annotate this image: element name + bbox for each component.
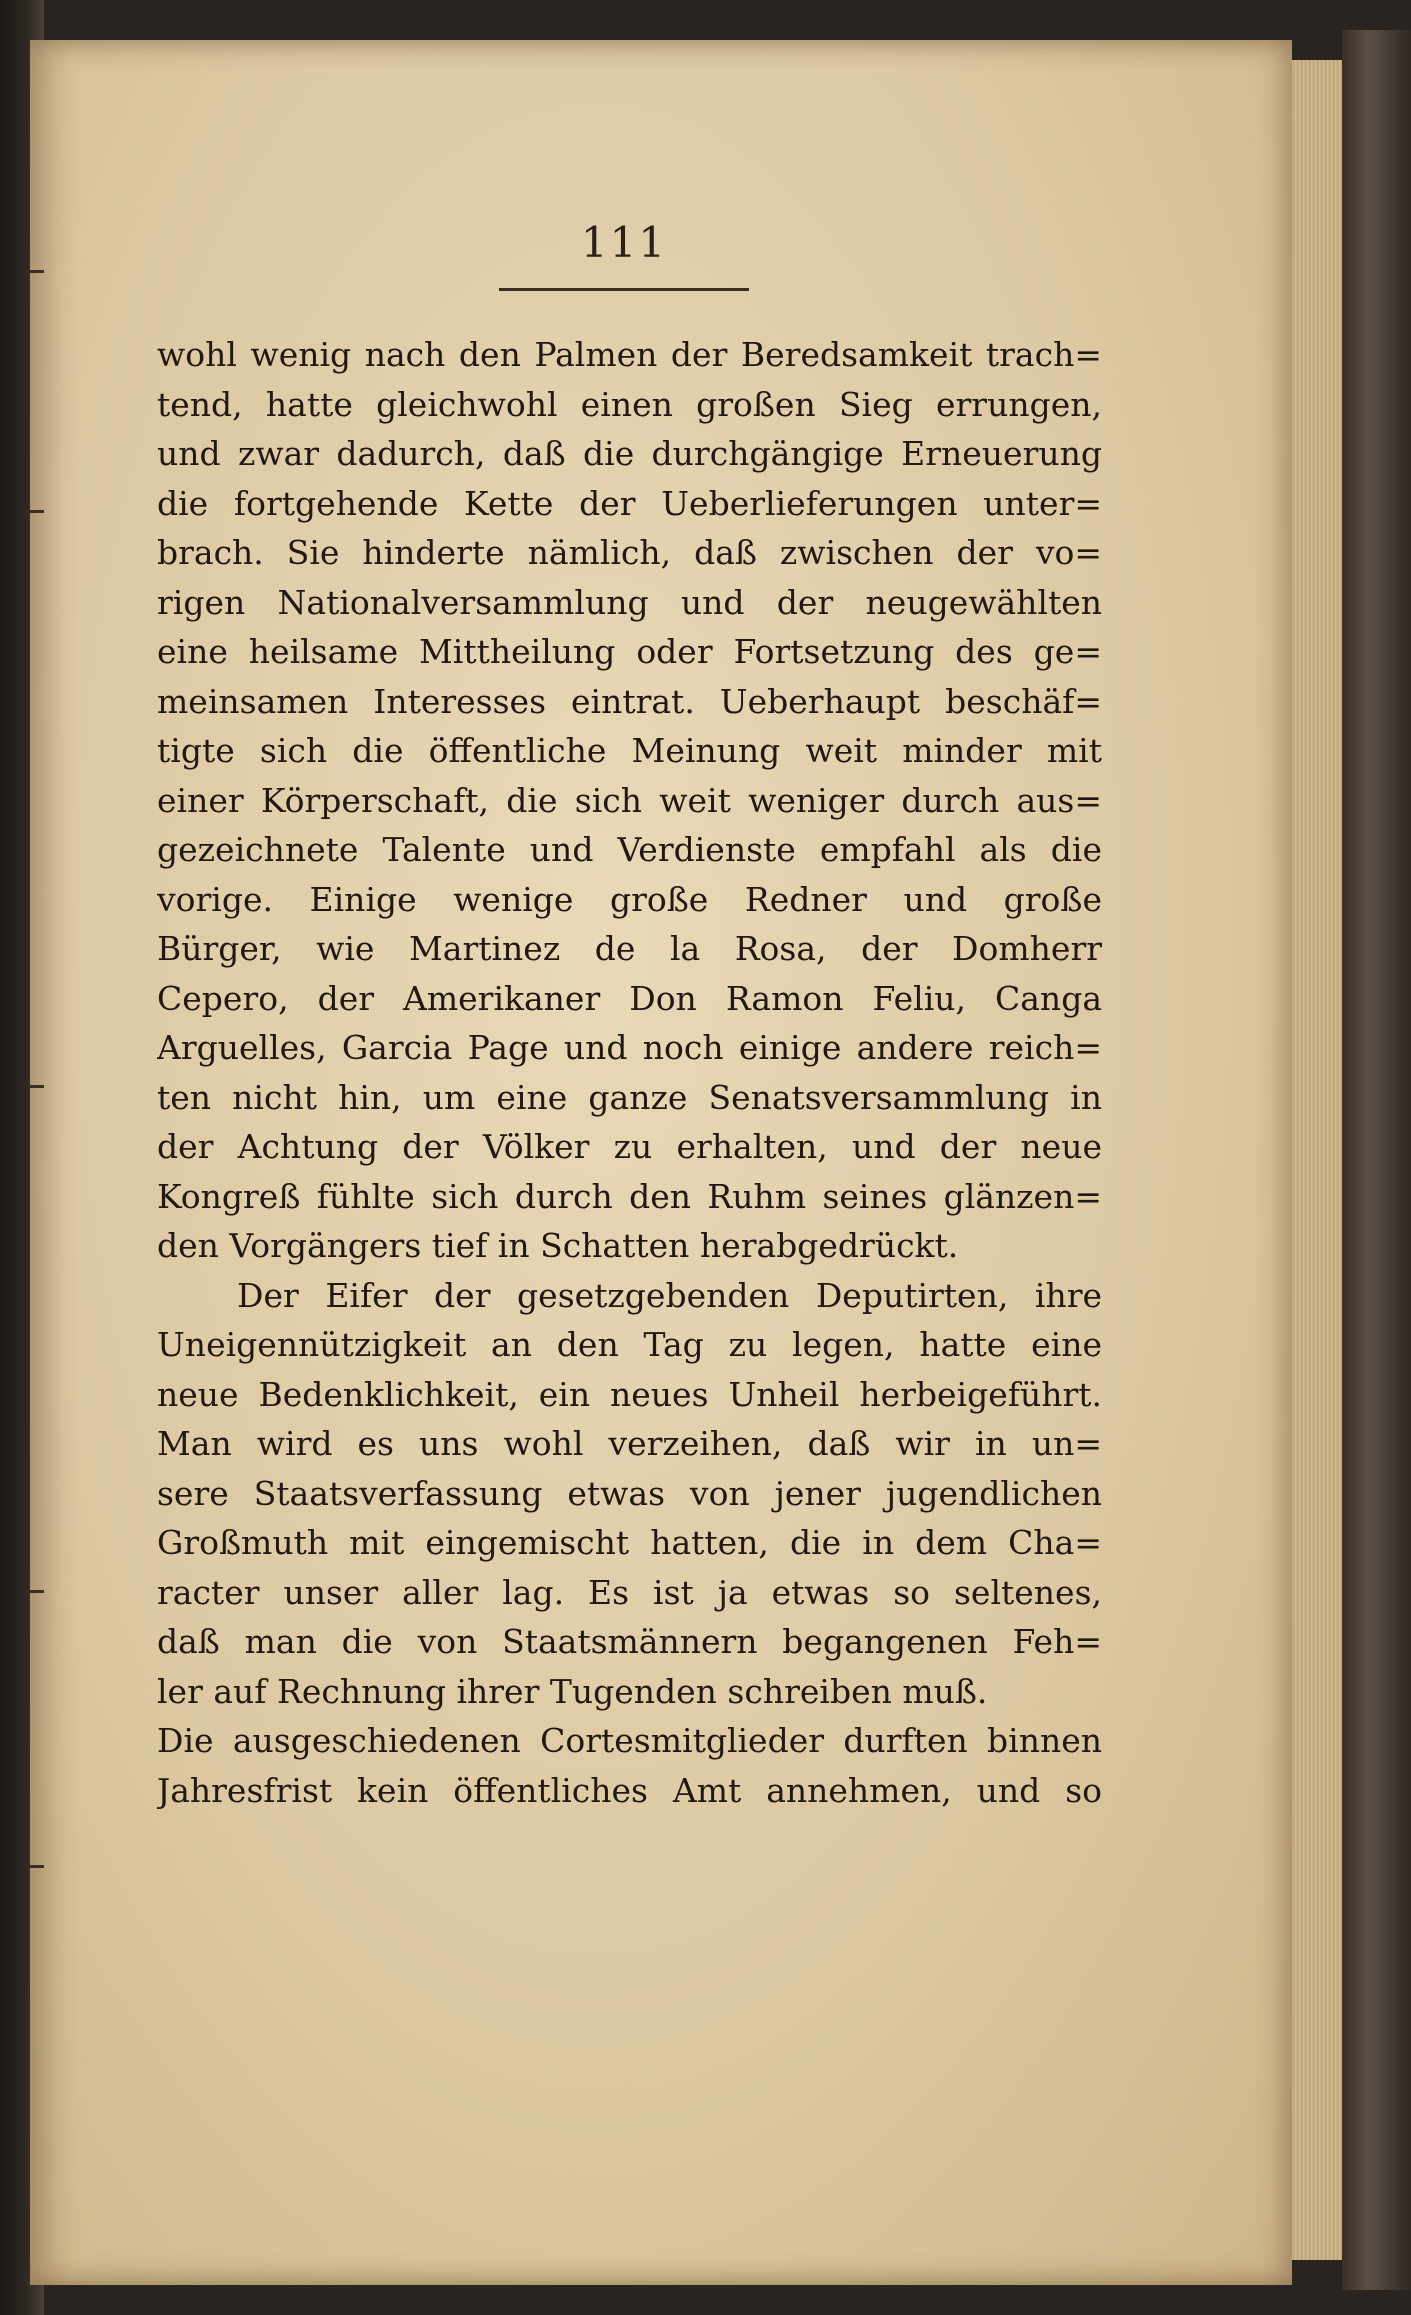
text-line: wohl wenig nach den Palmen der Beredsamkeit trach= bbox=[157, 335, 1102, 374]
text-line: neue Bedenklichkeit, ein neues Unheil herbeigeführt. bbox=[157, 1374, 1102, 1414]
text-line: meinsamen Interesses eintrat. Ueberhaupt beschäf= bbox=[157, 681, 1102, 721]
text-line: Cepero, der Amerikaner Don Ramon Feliu, Canga bbox=[157, 978, 1102, 1018]
margin-mark bbox=[30, 1085, 44, 1088]
header-rule bbox=[499, 288, 749, 291]
text-line: Bürger, wie Martinez de la Rosa, der Domherr bbox=[157, 929, 1102, 968]
text-line: Jahresfrist kein öffentliches Amt annehmen, und so bbox=[157, 1770, 1102, 1810]
page-number: 111 bbox=[580, 218, 668, 267]
text-line: sere Staatsverfassung etwas von jener jugendlichen bbox=[157, 1473, 1102, 1513]
text-line: einer Körperschaft, die sich weit weniger durch aus= bbox=[157, 780, 1102, 820]
text-line: vorige. Einige wenige große Redner und große bbox=[157, 879, 1102, 919]
page-edges bbox=[1292, 60, 1342, 2260]
text-line: Kongreß fühlte sich durch den Ruhm seines glänzen= bbox=[157, 1176, 1102, 1216]
text-line: tend, hatte gleichwohl einen großen Sieg errungen, bbox=[157, 384, 1102, 424]
text-line: gezeichnete Talente und Verdienste empfahl als die bbox=[157, 830, 1102, 869]
text-line: daß man die von Staatsmännern begangenen Feh= bbox=[157, 1622, 1102, 1661]
margin-mark bbox=[30, 1865, 44, 1868]
text-line: den Vorgängers tief in Schatten herabgedrückt. bbox=[157, 1226, 959, 1265]
text-line: der Achtung der Völker zu erhalten, und der neue bbox=[157, 1127, 1102, 1166]
text-line: und zwar dadurch, daß die durchgängige Erneuerung bbox=[157, 434, 1102, 473]
text-line: Man wird es uns wohl verzeihen, daß wir in un= bbox=[157, 1424, 1102, 1463]
margin-mark bbox=[30, 1590, 44, 1593]
text-line: brach. Sie hinderte nämlich, daß zwischen der vo= bbox=[157, 533, 1102, 572]
text-line: racter unser aller lag. Es ist ja etwas so seltenes, bbox=[157, 1572, 1102, 1612]
text-line: ten nicht hin, um eine ganze Senatsversammlung in bbox=[157, 1077, 1102, 1117]
text-line: eine heilsame Mittheilung oder Fortsetzung des ge= bbox=[157, 632, 1102, 671]
text-line: Uneigennützigkeit an den Tag zu legen, hatte eine bbox=[157, 1325, 1102, 1364]
body-text bbox=[157, 330, 1102, 1815]
margin-mark bbox=[30, 270, 44, 273]
text-line: Der Eifer der gesetzgebenden Deputirten, ihre bbox=[237, 1275, 1102, 1315]
book-cover-edge bbox=[1342, 30, 1411, 2290]
text-line: Die ausgeschiedenen Cortesmitglieder durften binnen bbox=[157, 1721, 1102, 1760]
text-line: die fortgehende Kette der Ueberlieferungen unter= bbox=[157, 483, 1102, 523]
text-line: Großmuth mit eingemischt hatten, die in dem Cha= bbox=[157, 1523, 1102, 1562]
margin-mark bbox=[30, 510, 44, 513]
text-line: ler auf Rechnung ihrer Tugenden schreiben muß. bbox=[157, 1671, 988, 1711]
text-line: rigen Nationalversammlung und der neugewählten bbox=[157, 582, 1102, 622]
text-line: Arguelles, Garcia Page und noch einige andere reich= bbox=[157, 1028, 1102, 1067]
text-line: tigte sich die öffentliche Meinung weit minder mit bbox=[157, 731, 1102, 770]
